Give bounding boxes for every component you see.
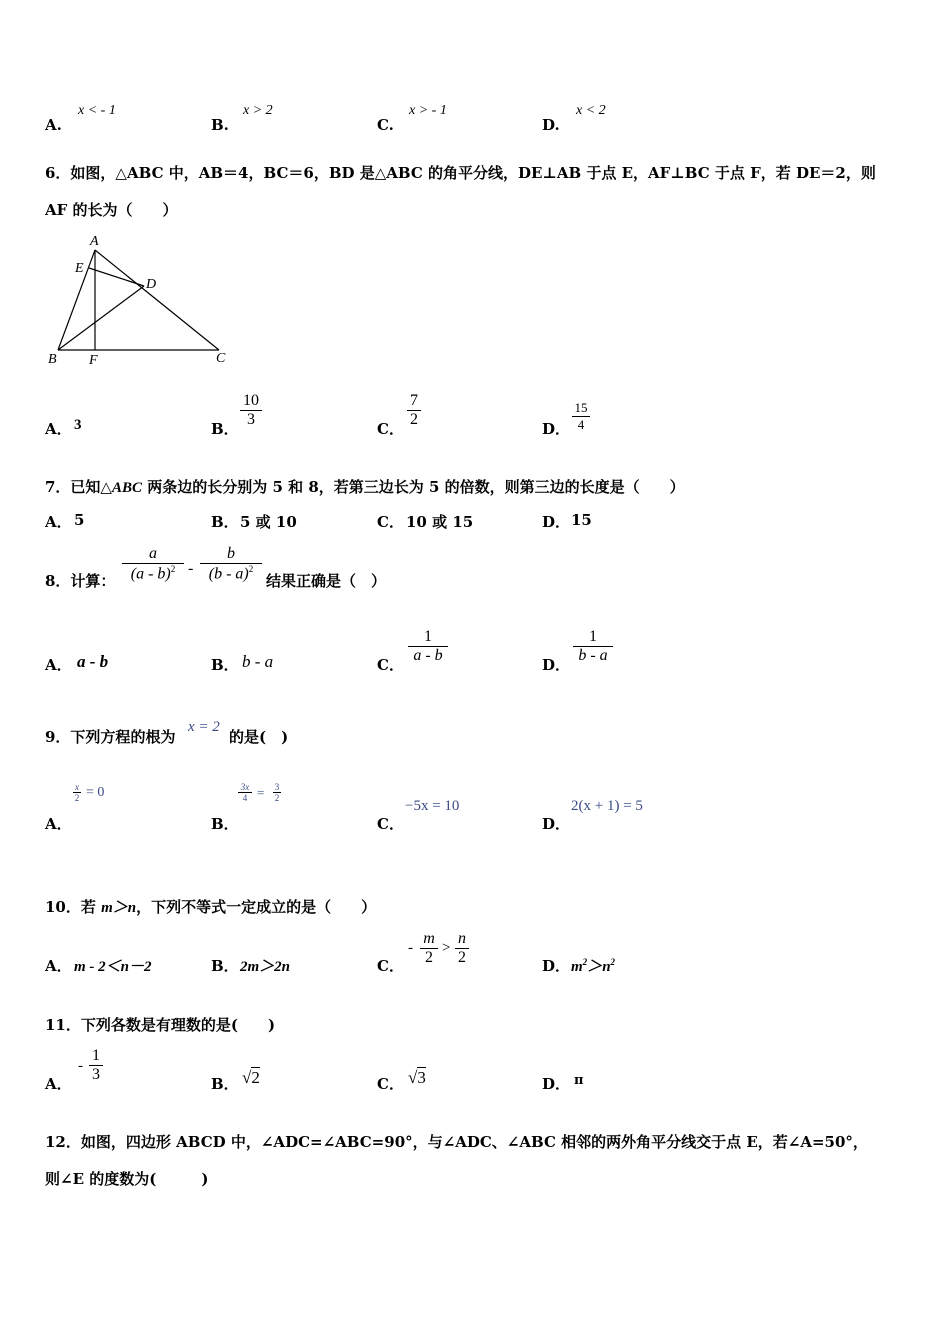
q10-option-c-label: C． (377, 957, 404, 975)
q10-option-b-label: B． (211, 957, 239, 975)
q5-option-b-text: x > 2 (243, 103, 273, 118)
q6-option-c-den: 2 (407, 410, 421, 429)
q11-option-c-radicand: 3 (417, 1068, 426, 1087)
q6-option-c-fraction (407, 392, 421, 429)
q11-option-b-label: B． (211, 1075, 239, 1093)
q9-option-d-label: D． (542, 815, 571, 833)
q6-stem-line1: 6．如图，△ABC 中，AB＝4，BC＝6，BD 是△ABC 的角平分线，DE⊥AB 于点 E，AF⊥BC 于点 F，若 DE＝2，则 (45, 164, 876, 182)
q8-frac2-den-base: (b - a) (208, 565, 249, 583)
q11-option-b-radicand: 2 (251, 1068, 260, 1087)
q8-option-c-num: 1 (424, 628, 432, 645)
q6-option-d-num: 15 (574, 400, 588, 415)
label-b: B (48, 352, 57, 367)
q6-option-c-label: C． (377, 420, 404, 438)
q8-frac1-den-base: (a - b) (130, 565, 171, 583)
q10-option-d-gt: ＞ (587, 959, 603, 975)
q8-prefix: 8．计算： (45, 572, 116, 590)
q6-option-a-text: 3 (74, 417, 82, 433)
q10-option-c-num1: m (423, 930, 435, 947)
q5-option-c-label: C. (377, 116, 394, 134)
q8-option-d-fraction (573, 628, 613, 665)
q5-option-d-text: x < 2 (576, 103, 606, 118)
q9-root: x = 2 (188, 719, 220, 735)
q9-option-b-eq: = (257, 785, 265, 800)
q12-stem-line1: 12．如图，四边形 ABCD 中，∠ADC=∠ABC=90°，与∠ADC、∠ABC 相邻的两外角平分线交于点 E，若∠A=50°， (45, 1133, 868, 1151)
q10-option-d-sup1: 2 (582, 957, 588, 967)
q9-option-c-text: −5x = 10 (405, 798, 460, 814)
segment-bd (58, 286, 144, 350)
q7-stem-pre: 7．已知△ (45, 478, 112, 496)
segment-de (89, 268, 144, 286)
q10-option-a-text: m - 2＜n－2 (74, 959, 152, 975)
q8-option-a-label: A． (45, 656, 72, 674)
q9-suffix: 的是( ) (229, 728, 289, 746)
q11-option-b-sqrt (242, 1068, 260, 1088)
q8-frac1-den (122, 563, 184, 583)
q6-option-b-label: B． (211, 420, 239, 438)
q8-frac2-exp: 2 (248, 564, 254, 574)
q9-option-b-fraction (238, 782, 252, 803)
q7-option-b-label: B． (211, 513, 239, 531)
q7-stem-post: 两条边的长分别为 5 和 8，若第三边长为 5 的倍数，则第三边的长度是（ ） (142, 478, 685, 496)
q6-stem-line2: AF 的长为（ ） (45, 201, 178, 219)
q11-option-d-label: D． (542, 1075, 571, 1093)
q9-option-a-label: A． (45, 815, 72, 833)
q8-option-c-label: C． (377, 656, 404, 674)
q9-option-c-label: C． (377, 815, 404, 833)
q10-option-a-label: A． (45, 957, 72, 975)
q10-stem (45, 896, 376, 917)
q11-option-a-minus: - (78, 1058, 83, 1074)
q9-option-a-num: x (75, 782, 79, 792)
q8-option-a-text: a - b (77, 652, 109, 671)
q7-option-d-label: D． (542, 513, 571, 531)
q8-option-c-fraction (408, 628, 448, 665)
q11-option-c-label: C． (377, 1075, 404, 1093)
q11-option-d-text: π (574, 1073, 584, 1088)
q10-option-c-fraction-2 (455, 930, 469, 967)
q9-option-a-rest: = 0 (86, 785, 105, 800)
q10-option-c-gt: > (442, 940, 451, 956)
q11-option-a-label: A． (45, 1075, 72, 1093)
q6-option-a-label: A． (45, 420, 72, 438)
q6-option-d-fraction (572, 400, 590, 433)
q5-option-b-label: B. (211, 116, 229, 134)
q9-option-a-den: 2 (74, 793, 80, 803)
q5-option-a-label: A. (45, 116, 62, 134)
q10-prefix: 10．若 (45, 898, 102, 916)
q10-condition: m＞n (101, 900, 137, 916)
label-f: F (89, 353, 98, 368)
q7-option-b-text: 5 或 10 (240, 513, 297, 531)
label-a: A (90, 234, 99, 249)
q8-frac2-num: b (227, 545, 235, 562)
q9-option-a-fraction (73, 782, 81, 803)
q9-prefix: 9．下列方程的根为 (45, 728, 176, 746)
q12-stem-line2: 则∠E 的度数为( ) (45, 1170, 209, 1188)
q9-option-b-den: 4 (238, 792, 252, 803)
q11-option-c-sqrt (408, 1068, 426, 1088)
q11-option-c-radical: √ (408, 1068, 418, 1087)
q10-option-c-num2: n (458, 930, 466, 947)
q6-option-b-den: 3 (240, 410, 262, 429)
q7-option-c-label: C． (377, 513, 404, 531)
q8-frac2-den (200, 563, 262, 583)
q11-option-a-den: 3 (89, 1065, 103, 1084)
q10-option-b-text: 2m＞2n (240, 959, 291, 975)
q8-option-b-label: B． (211, 656, 239, 674)
q7-option-a-label: A． (45, 513, 72, 531)
q10-option-d-expr (571, 955, 615, 976)
q8-option-d-num: 1 (589, 628, 597, 645)
q10-suffix: ，下列不等式一定成立的是（ ） (136, 898, 377, 916)
q5-option-c-text: x > - 1 (409, 103, 447, 118)
q8-fraction-2 (200, 545, 262, 583)
q11-stem: 11．下列各数是有理数的是( ) (45, 1016, 276, 1034)
q8-minus: - (188, 560, 194, 577)
q8-option-c-den: a - b (408, 646, 448, 665)
q9-option-b-rhs-fraction (273, 782, 281, 803)
q8-frac1-num: a (149, 545, 157, 562)
q8-option-d-den: b - a (573, 646, 613, 665)
q8-option-d-label: D． (542, 656, 571, 674)
segment-ac (95, 250, 219, 350)
q6-triangle-figure (44, 230, 244, 370)
q6-option-d-den: 4 (572, 416, 590, 433)
q9-option-b-rhs-num: 3 (274, 782, 280, 792)
q9-option-b-num: 3x (240, 782, 250, 792)
q11-option-a-num: 1 (92, 1047, 100, 1064)
q6-option-c-num: 7 (410, 392, 418, 409)
q11-option-b-radical: √ (242, 1068, 252, 1087)
label-d: D (146, 277, 157, 292)
q10-option-c-den2: 2 (455, 948, 469, 967)
q10-option-d-base1: m (571, 959, 583, 975)
q10-option-c-fraction-1 (420, 930, 438, 967)
q10-option-d-base2: n (602, 959, 611, 975)
q8-option-b-text: b - a (242, 652, 274, 671)
q6-option-b-num: 10 (243, 392, 259, 409)
q5-option-a-text: x < - 1 (78, 103, 116, 118)
q6-option-d-label: D． (542, 420, 571, 438)
q9-option-d-text: 2(x + 1) = 5 (571, 798, 643, 814)
q8-suffix: 结果正确是（ ） (266, 572, 387, 590)
q10-option-d-sup2: 2 (610, 957, 616, 967)
q9-option-b-rhs-den: 2 (274, 793, 280, 803)
q10-option-c-den1: 2 (420, 948, 438, 967)
q7-stem-abc: ABC (111, 480, 142, 496)
q7-stem (45, 476, 685, 497)
q7-option-c-text: 10 或 15 (406, 513, 474, 531)
q6-option-b-fraction (240, 392, 262, 429)
q7-option-d-text: 15 (571, 511, 592, 529)
q7-option-a-text: 5 (74, 511, 85, 529)
q8-frac1-exp: 2 (170, 564, 176, 574)
label-c: C (216, 351, 226, 366)
q9-option-b-label: B． (211, 815, 239, 833)
q8-fraction-1 (122, 545, 184, 583)
q5-option-d-label: D. (542, 116, 560, 134)
q10-option-d-label: D． (542, 957, 571, 975)
q10-option-c-minus: - (408, 940, 413, 956)
label-e: E (75, 261, 84, 276)
q11-option-a-fraction (89, 1047, 103, 1084)
